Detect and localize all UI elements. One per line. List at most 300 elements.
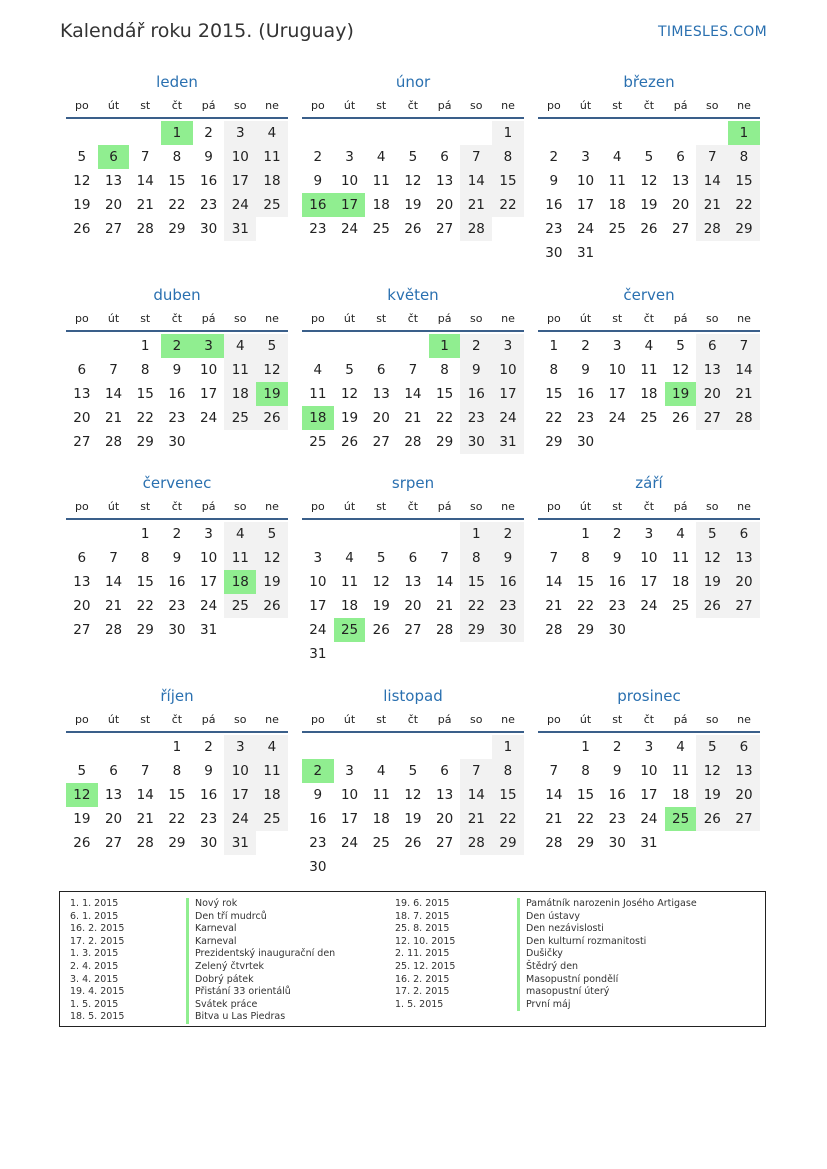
day-cell: 26 (696, 594, 728, 618)
weekday-label: so (706, 99, 719, 112)
empty-cell (98, 121, 130, 145)
day-cell: 8 (460, 546, 492, 570)
day-cell: 3 (492, 334, 524, 358)
day-cell: 22 (492, 807, 524, 831)
day-cell: 2 (204, 739, 213, 755)
holiday-day-cell: 2 (161, 334, 193, 358)
day-cell: 18 (340, 598, 359, 614)
legend-date: 17. 2. 2015 (70, 935, 125, 947)
empty-cell (66, 334, 98, 358)
day-cell: 14 (104, 574, 123, 590)
day-cell: 3 (313, 550, 323, 566)
day-cell: 8 (581, 763, 590, 779)
weekday-label: so (234, 500, 247, 513)
weekday-label: út (579, 713, 592, 726)
day-cell: 5 (345, 362, 354, 378)
day-cell: 30 (200, 835, 218, 851)
day-cell: 9 (492, 546, 524, 570)
day-cell: 3 (644, 526, 654, 542)
day-cell: 18 (372, 197, 390, 213)
holiday-day-cell: 6 (98, 145, 130, 169)
weekday-label: st (612, 713, 623, 726)
day-cell: 8 (728, 145, 760, 169)
day-cell: 19 (372, 598, 390, 614)
day-cell: 10 (224, 145, 256, 169)
month-name: září (635, 474, 663, 492)
day-cell: 26 (372, 622, 390, 638)
day-cell: 9 (460, 358, 492, 382)
day-cell: 21 (460, 193, 492, 217)
day-cell: 29 (728, 217, 760, 241)
weekday-label: út (343, 713, 356, 726)
day-cell: 8 (140, 550, 150, 566)
weekday-label: pá (437, 500, 452, 513)
empty-cell (66, 735, 98, 759)
holiday-day-cell: 25 (334, 618, 366, 642)
weekday-label: ne (501, 312, 515, 325)
weekday-header (302, 95, 524, 119)
day-cell: 13 (728, 759, 760, 783)
holiday-day-cell: 18 (302, 406, 334, 430)
day-cell: 18 (672, 574, 690, 590)
day-cell: 23 (168, 410, 186, 426)
empty-cell (460, 735, 492, 759)
day-cell: 18 (672, 787, 690, 803)
day-cell: 4 (644, 338, 654, 354)
legend-holiday-name: Zelený čtvrtek (186, 961, 264, 974)
day-cell: 17 (200, 574, 218, 590)
day-cell: 9 (581, 362, 590, 378)
day-cell: 2 (313, 149, 323, 165)
day-cell: 20 (73, 598, 91, 614)
empty-cell (129, 735, 161, 759)
day-cell: 5 (376, 550, 386, 566)
day-cell: 23 (200, 811, 218, 827)
weekday-label: ne (265, 500, 279, 513)
empty-cell (334, 522, 366, 546)
month-name: prosinec (617, 687, 681, 705)
day-cell: 9 (612, 550, 622, 566)
day-cell: 29 (136, 622, 154, 638)
month-name: březen (623, 73, 675, 91)
month-name: červen (623, 286, 675, 304)
day-cell: 23 (576, 410, 595, 426)
legend-date: 18. 5. 2015 (70, 1011, 125, 1023)
weekday-label: út (107, 312, 120, 325)
weekday-label: st (612, 500, 623, 513)
day-cell: 27 (696, 406, 728, 430)
weekday-label: ne (737, 713, 751, 726)
legend-date: 3. 4. 2015 (70, 973, 119, 985)
day-cell: 28 (728, 406, 760, 430)
day-cell: 15 (492, 783, 524, 807)
legend-holiday-name: Prezidentský inaugurační den (186, 948, 335, 961)
day-cell: 3 (345, 763, 354, 779)
weekday-label: po (74, 312, 89, 325)
empty-cell (66, 522, 98, 546)
weekday-label: ne (501, 713, 515, 726)
day-cell: 25 (608, 221, 626, 237)
day-cell: 8 (492, 145, 524, 169)
legend-date: 25. 8. 2015 (395, 923, 450, 935)
empty-cell (570, 121, 602, 145)
day-cell: 29 (460, 618, 492, 642)
day-cell: 28 (460, 831, 492, 855)
day-cell: 7 (440, 550, 449, 566)
day-cell: 4 (676, 526, 685, 542)
weekday-label: so (470, 713, 483, 726)
weekday-label: st (140, 713, 151, 726)
weekday-header (538, 709, 760, 733)
month-prosinec (538, 686, 760, 855)
day-cell: 5 (696, 735, 728, 759)
day-cell: 16 (168, 386, 186, 402)
day-grid (302, 334, 524, 454)
day-cell: 20 (728, 783, 760, 807)
brand-logo-text[interactable]: TIMESLES.COM (658, 24, 767, 40)
day-cell: 16 (492, 570, 524, 594)
day-cell: 2 (612, 739, 622, 755)
day-cell: 26 (73, 221, 91, 237)
day-grid (66, 735, 288, 855)
day-cell: 11 (256, 759, 288, 783)
weekday-label: so (234, 312, 247, 325)
day-grid (66, 121, 288, 241)
day-cell: 15 (576, 787, 595, 803)
day-cell: 27 (104, 835, 123, 851)
empty-cell (302, 121, 334, 145)
legend-date: 2. 11. 2015 (395, 948, 450, 960)
day-cell: 29 (168, 835, 186, 851)
day-cell: 14 (728, 358, 760, 382)
day-cell: 31 (576, 245, 595, 261)
legend-date: 1. 1. 2015 (70, 898, 119, 909)
day-cell: 10 (576, 173, 595, 189)
day-cell: 30 (608, 835, 626, 851)
day-cell: 18 (608, 197, 626, 213)
day-cell: 11 (372, 787, 390, 803)
day-cell: 26 (256, 406, 288, 430)
day-cell: 18 (372, 811, 390, 827)
day-cell: 2 (172, 526, 182, 542)
day-cell: 1 (140, 526, 150, 542)
day-cell: 14 (545, 787, 563, 803)
day-cell: 4 (345, 550, 354, 566)
day-cell: 17 (576, 197, 595, 213)
weekday-label: pá (201, 312, 216, 325)
day-cell: 6 (440, 149, 449, 165)
empty-cell (302, 522, 334, 546)
weekday-header (538, 95, 760, 119)
weekday-label: út (579, 500, 592, 513)
legend-holiday-name: První máj (517, 999, 571, 1012)
day-cell: 19 (256, 570, 288, 594)
day-cell: 26 (672, 410, 690, 426)
day-cell: 11 (340, 574, 359, 590)
weekday-label: po (74, 99, 89, 112)
day-cell: 17 (340, 811, 359, 827)
day-cell: 24 (576, 221, 595, 237)
weekday-label: út (343, 312, 356, 325)
day-grid (66, 334, 288, 454)
day-cell: 3 (345, 149, 354, 165)
day-cell: 9 (204, 149, 213, 165)
day-cell: 15 (492, 169, 524, 193)
day-cell: 13 (73, 386, 91, 402)
empty-cell (334, 334, 366, 358)
day-cell: 10 (309, 574, 327, 590)
day-cell: 28 (460, 217, 492, 241)
weekday-label: st (612, 99, 623, 112)
day-cell: 18 (256, 783, 288, 807)
day-cell: 12 (73, 173, 91, 189)
day-cell: 7 (140, 763, 150, 779)
weekday-label: čt (643, 713, 655, 726)
day-cell: 21 (104, 598, 123, 614)
day-grid (302, 121, 524, 241)
day-cell: 12 (256, 546, 288, 570)
legend-holiday-name: Karneval (186, 923, 237, 936)
day-cell: 24 (640, 598, 658, 614)
month-name: duben (153, 286, 201, 304)
day-cell: 5 (408, 149, 418, 165)
day-cell: 10 (200, 362, 218, 378)
day-cell: 15 (168, 787, 186, 803)
day-cell: 21 (136, 811, 154, 827)
day-grid (302, 522, 524, 666)
weekday-label: ne (501, 99, 515, 112)
weekday-header (538, 496, 760, 520)
day-cell: 13 (104, 173, 123, 189)
day-cell: 31 (224, 831, 256, 855)
weekday-label: so (470, 99, 483, 112)
weekday-label: ne (501, 500, 515, 513)
weekday-label: st (376, 500, 387, 513)
day-cell: 16 (608, 787, 626, 803)
month-name: květen (387, 286, 439, 304)
day-cell: 9 (172, 550, 182, 566)
day-cell: 27 (404, 622, 422, 638)
weekday-label: po (546, 99, 561, 112)
weekday-label: st (140, 500, 151, 513)
day-cell: 6 (728, 735, 760, 759)
day-cell: 23 (309, 221, 327, 237)
day-cell: 8 (172, 149, 182, 165)
day-cell: 5 (408, 763, 418, 779)
weekday-header (302, 709, 524, 733)
holiday-day-cell: 25 (665, 807, 697, 831)
weekday-label: so (470, 500, 483, 513)
day-cell: 7 (408, 362, 418, 378)
day-cell: 5 (77, 149, 87, 165)
day-cell: 20 (672, 197, 690, 213)
month-červen (538, 285, 760, 454)
day-cell: 29 (492, 831, 524, 855)
day-cell: 12 (372, 574, 390, 590)
day-cell: 22 (460, 594, 492, 618)
weekday-label: pá (673, 713, 688, 726)
weekday-label: st (140, 99, 151, 112)
day-cell: 22 (436, 410, 454, 426)
day-cell: 15 (545, 386, 563, 402)
weekday-label: ne (737, 312, 751, 325)
legend-holiday-name: Památník narozenin Josého Artigase (517, 898, 697, 911)
empty-cell (302, 334, 334, 358)
weekday-label: čt (643, 312, 655, 325)
month-name: leden (156, 73, 198, 91)
day-cell: 3 (581, 149, 590, 165)
weekday-header (66, 308, 288, 332)
holiday-day-cell: 16 (302, 193, 334, 217)
day-cell: 2 (492, 522, 524, 546)
legend-date: 19. 4. 2015 (70, 986, 125, 998)
legend-date: 12. 10. 2015 (395, 935, 456, 947)
day-cell: 23 (492, 594, 524, 618)
empty-cell (429, 121, 461, 145)
day-cell: 25 (372, 835, 390, 851)
day-cell: 11 (672, 763, 690, 779)
day-cell: 20 (104, 811, 123, 827)
weekday-label: po (310, 500, 325, 513)
empty-cell (665, 121, 697, 145)
weekday-header (66, 496, 288, 520)
day-cell: 22 (136, 598, 154, 614)
day-cell: 4 (224, 522, 256, 546)
empty-cell (397, 522, 429, 546)
empty-cell (98, 334, 130, 358)
day-cell: 1 (492, 735, 524, 759)
day-cell: 23 (168, 598, 186, 614)
empty-cell (538, 735, 570, 759)
day-cell: 6 (696, 334, 728, 358)
day-cell: 24 (492, 406, 524, 430)
day-cell: 28 (545, 622, 563, 638)
day-cell: 15 (436, 386, 454, 402)
day-cell: 3 (204, 526, 213, 542)
day-grid (302, 735, 524, 879)
day-cell: 18 (224, 382, 256, 406)
holiday-legend (59, 891, 766, 1027)
day-cell: 14 (545, 574, 563, 590)
day-cell: 29 (576, 622, 595, 638)
day-cell: 26 (696, 807, 728, 831)
weekday-label: st (376, 713, 387, 726)
day-cell: 29 (136, 434, 154, 450)
day-cell: 25 (224, 406, 256, 430)
day-cell: 24 (309, 622, 327, 638)
day-cell: 21 (104, 410, 123, 426)
day-cell: 22 (168, 811, 186, 827)
day-cell: 12 (404, 173, 422, 189)
legend-date: 2. 4. 2015 (70, 961, 119, 972)
legend-date: 19. 6. 2015 (395, 898, 450, 909)
page-title: Kalendář roku 2015. (Uruguay) (60, 20, 354, 42)
day-cell: 7 (728, 334, 760, 358)
empty-cell (98, 735, 130, 759)
empty-cell (365, 522, 397, 546)
day-cell: 15 (136, 386, 154, 402)
day-cell: 1 (549, 338, 559, 354)
day-cell: 16 (608, 574, 626, 590)
day-cell: 17 (224, 169, 256, 193)
day-cell: 9 (313, 173, 323, 189)
weekday-label: st (612, 312, 623, 325)
day-cell: 3 (224, 735, 256, 759)
empty-cell (696, 121, 728, 145)
legend-holiday-name: Nový rok (186, 898, 237, 911)
day-cell: 25 (256, 193, 288, 217)
day-cell: 28 (104, 622, 123, 638)
legend-date: 1. 5. 2015 (70, 998, 119, 1010)
day-cell: 12 (640, 173, 658, 189)
day-cell: 8 (140, 362, 150, 378)
day-cell: 14 (696, 169, 728, 193)
day-cell: 16 (545, 197, 563, 213)
day-cell: 1 (172, 739, 182, 755)
day-cell: 12 (696, 759, 728, 783)
day-cell: 6 (440, 763, 449, 779)
day-cell: 11 (224, 546, 256, 570)
day-cell: 27 (372, 434, 390, 450)
month-duben (66, 285, 288, 454)
day-cell: 10 (640, 550, 658, 566)
day-cell: 24 (200, 598, 218, 614)
day-cell: 5 (256, 522, 288, 546)
day-cell: 6 (408, 550, 418, 566)
day-cell: 14 (136, 173, 154, 189)
day-cell: 13 (728, 546, 760, 570)
day-cell: 11 (372, 173, 390, 189)
day-cell: 21 (545, 811, 563, 827)
day-cell: 3 (644, 739, 654, 755)
day-cell: 30 (200, 221, 218, 237)
weekday-label: so (706, 713, 719, 726)
day-cell: 19 (73, 197, 91, 213)
day-cell: 8 (172, 763, 182, 779)
day-cell: 17 (492, 382, 524, 406)
day-cell: 20 (728, 570, 760, 594)
day-cell: 2 (549, 149, 559, 165)
weekday-label: so (234, 99, 247, 112)
day-cell: 25 (640, 410, 658, 426)
day-cell: 16 (460, 382, 492, 406)
day-cell: 5 (676, 338, 685, 354)
holiday-day-cell: 2 (302, 759, 334, 783)
day-cell: 26 (404, 835, 422, 851)
holiday-day-cell: 19 (665, 382, 697, 406)
day-cell: 6 (77, 550, 87, 566)
day-cell: 4 (313, 362, 323, 378)
day-cell: 16 (168, 574, 186, 590)
day-cell: 31 (492, 430, 524, 454)
day-cell: 25 (309, 434, 327, 450)
weekday-label: út (107, 713, 120, 726)
day-cell: 7 (140, 149, 150, 165)
day-cell: 1 (581, 526, 590, 542)
day-cell: 28 (696, 217, 728, 241)
day-cell: 20 (436, 811, 454, 827)
day-cell: 22 (136, 410, 154, 426)
day-cell: 28 (104, 434, 123, 450)
day-cell: 1 (460, 522, 492, 546)
weekday-label: pá (437, 312, 452, 325)
empty-cell (429, 522, 461, 546)
empty-cell (302, 735, 334, 759)
day-grid (538, 522, 760, 642)
day-cell: 4 (256, 735, 288, 759)
weekday-label: pá (437, 99, 452, 112)
weekday-label: ne (737, 99, 751, 112)
